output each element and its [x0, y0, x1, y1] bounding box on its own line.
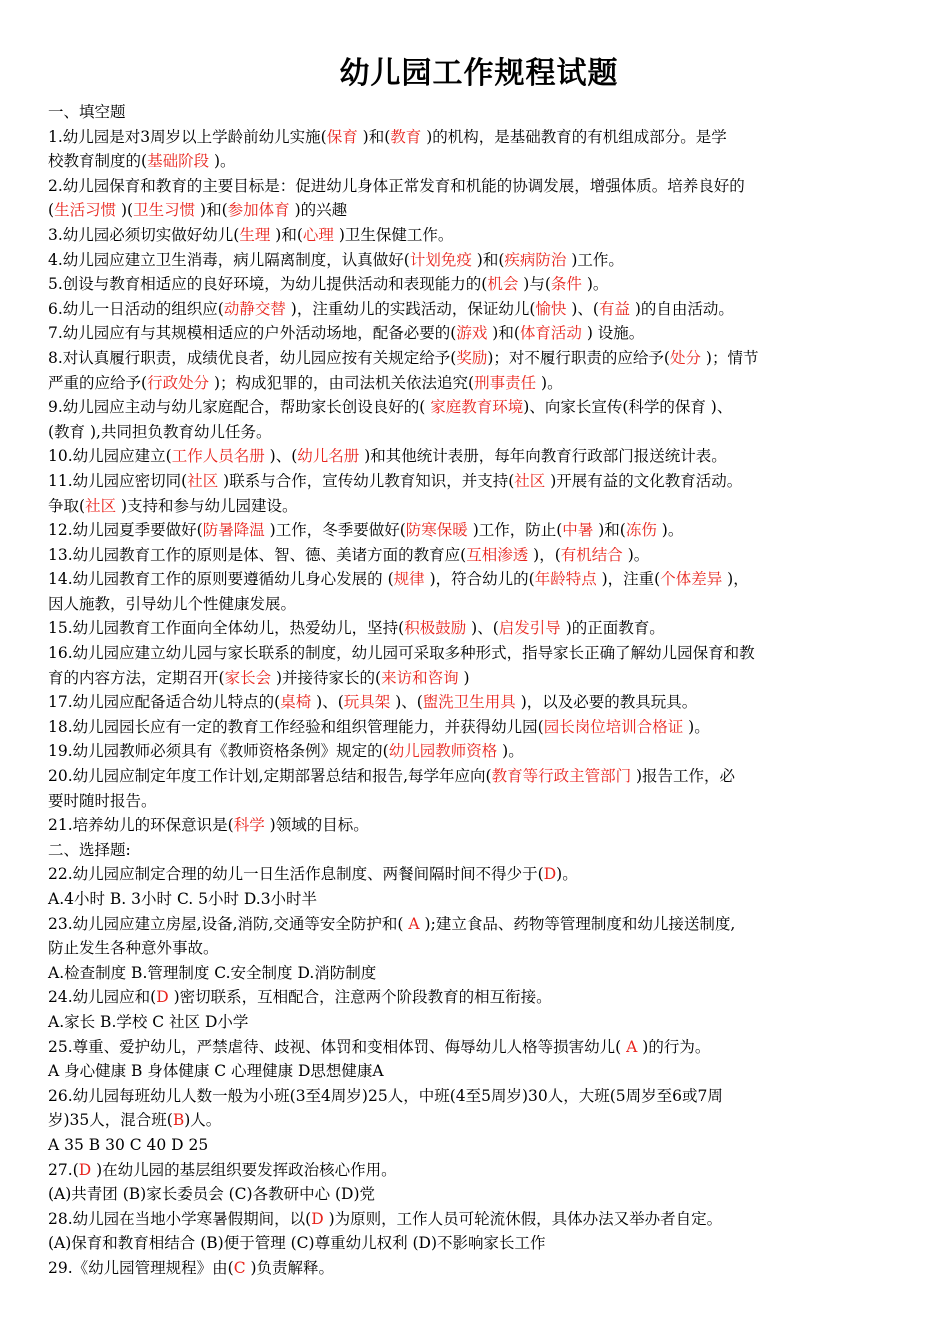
question-text: 2.幼儿园保育和教育的主要目标是：促进幼儿身体正常发育和机能的协调发展，增强体质。培养良好的: [48, 176, 745, 195]
answer-text: 参加体育: [227, 201, 290, 220]
answer-text: 社区: [514, 471, 546, 490]
question-text: )、(: [390, 693, 423, 712]
question-text: 4.幼儿园应建立卫生消毒，病儿隔离制度，认真做好(: [48, 250, 410, 269]
text-line: [48, 838, 910, 863]
text-line: [48, 518, 910, 543]
question-text: )。: [581, 275, 609, 294]
question-text: )和(: [270, 225, 303, 244]
question-text: )和(: [471, 250, 505, 269]
question-text: )工作，冬季要做好(: [264, 521, 406, 540]
answer-text: D: [78, 1160, 92, 1179]
text-line: [48, 1231, 910, 1256]
answer-text: D: [543, 865, 557, 884]
question-text: )。: [556, 865, 578, 884]
answer-text: 疾病防治: [504, 250, 567, 269]
question-text: )与(: [518, 275, 551, 294]
question-text: 24.幼儿园应和(: [48, 988, 157, 1007]
question-text: )(: [116, 201, 134, 220]
text-line: [48, 272, 910, 297]
answer-text: 互相渗透: [466, 545, 529, 564]
question-text: 1.幼儿园是对3周岁以上学龄前幼儿实施(: [48, 127, 327, 146]
question-text: 要时随时报告。: [48, 791, 157, 810]
question-text: 20.幼儿园应制定年度工作计划,定期部署总结和报告,每学年应向(: [48, 767, 492, 786]
question-text: )报告工作，必: [631, 767, 736, 786]
question-text: )为原则，工作人员可轮流休假，具体办法又举办者自定。: [323, 1209, 723, 1228]
answer-text: 科学: [233, 816, 265, 835]
question-text: )密切联系，互相配合，注意两个阶段教育的相互衔接。: [168, 988, 552, 1007]
question-text: )和(: [593, 521, 626, 540]
text-line: [48, 469, 910, 494]
answer-text: 园长岗位培训合格证: [543, 717, 684, 736]
question-text: )，: [722, 570, 749, 589]
answer-text: 基础阶段: [147, 152, 210, 171]
question-text: A.4小时 B. 3小时 C. 5小时 D.3小时半: [48, 890, 318, 908]
question-text: A.家长 B.学校 C 社区 D小学: [48, 1012, 249, 1031]
text-line: [48, 1108, 910, 1133]
question-text: 28.幼儿园在当地小学寒暑假期间，以(: [48, 1209, 312, 1228]
answer-text: 幼儿名册: [297, 447, 360, 466]
question-text: )、向家长宣传(科学的保育 )、: [523, 398, 733, 417]
question-text: )，(: [528, 545, 561, 564]
text-line: [48, 346, 910, 371]
answer-text: B: [172, 1111, 185, 1130]
text-line: [48, 223, 910, 248]
question-text: 因人施教，引导幼儿个性健康发展。: [48, 594, 297, 613]
answer-text: 规律: [393, 570, 425, 589]
answer-text: 桌椅: [280, 693, 312, 712]
answer-text: A: [408, 914, 420, 933]
text-line: [48, 666, 910, 691]
text-line: [48, 912, 910, 937]
question-text: 6.幼儿一日活动的组织应(: [48, 299, 224, 318]
text-line: [48, 420, 910, 445]
question-text: )的兴趣: [289, 201, 348, 220]
answer-text: 保育: [326, 127, 358, 146]
question-text: )的行为。: [637, 1037, 711, 1056]
answer-text: 防寒保暖: [405, 521, 468, 540]
question-text: 二、选择题:: [48, 840, 131, 859]
text-line: [48, 961, 910, 986]
text-line: [48, 592, 910, 617]
text-line: [48, 616, 910, 641]
question-text: )，以及必要的教具玩具。: [515, 693, 698, 712]
text-line: [48, 1010, 910, 1035]
answer-text: 教育等行政主管部门: [491, 767, 632, 786]
question-text: )，注重(: [596, 570, 661, 589]
question-text: 22.幼儿园应制定合理的幼儿一日生活作息制度、两餐间隔时间不得少于(: [48, 865, 544, 884]
question-text: )，符合幼儿的(: [424, 570, 535, 589]
answer-text: 社区: [187, 471, 219, 490]
question-text: (A)共青团 (B)家长委员会 (C)各教研中心 (D)党: [48, 1185, 376, 1204]
answer-text: 生活习惯: [54, 201, 117, 220]
answer-text: 处分: [669, 348, 701, 367]
question-text: )和(: [487, 324, 520, 343]
answer-text: 游戏: [456, 324, 488, 343]
text-line: [48, 1035, 910, 1060]
answer-text: 行政处分: [147, 373, 210, 392]
text-line: [48, 248, 910, 273]
question-text: )，注重幼儿的实践活动，保证幼儿(: [285, 299, 536, 318]
question-text: )。: [497, 742, 524, 761]
question-text: 13.幼儿园教育工作的原则是体、智、德、美诸方面的教育应(: [48, 545, 467, 564]
question-text: 25.尊重、爱护幼儿，严禁虐待、歧视、体罚和变相体罚、侮辱幼儿人格等损害幼儿(: [48, 1037, 627, 1056]
answer-text: 计划免疫: [409, 250, 472, 269]
answer-text: C: [233, 1258, 246, 1277]
text-line: [48, 567, 910, 592]
question-text: 26.幼儿园每班幼儿人数一般为小班(3至4周岁)25人，中班(4至5周岁)30人，大班(5周岁至6或7周: [48, 1086, 723, 1105]
question-text: 19.幼儿园教师必须具有《教师资格条例》规定的(: [48, 742, 389, 761]
question-text: 16.幼儿园应建立幼儿园与家长联系的制度，幼儿园可采取多种形式，指导家长正确了解幼儿园保育和教: [48, 644, 755, 663]
question-text: 一、填空题: [48, 103, 126, 121]
text-line: [48, 321, 910, 346]
question-text: A 身心健康 B 身体健康 C 心理健康 D思想健康A: [48, 1062, 384, 1081]
question-text: )和(: [357, 127, 391, 146]
text-line: [48, 149, 910, 174]
question-text: 8.对认真履行职责，成绩优良者，幼儿园应按有关规定给予(: [48, 348, 457, 367]
answer-text: 教育: [390, 127, 422, 146]
answer-text: 奖励: [456, 348, 488, 367]
text-line: [48, 444, 910, 469]
question-text: 14.幼儿园教育工作的原则要遵循幼儿身心发展的 (: [48, 570, 394, 589]
answer-text: D: [156, 988, 169, 1007]
answer-text: 愉快: [535, 299, 567, 318]
text-line: [48, 494, 910, 519]
question-text: 3.幼儿园必须切实做好幼儿(: [48, 225, 240, 244]
question-text: )。: [656, 521, 684, 540]
text-line: [48, 715, 910, 740]
text-line: [48, 739, 910, 764]
question-text: )卫生保健工作。: [333, 225, 454, 244]
question-text: A.检查制度 B.管理制度 C.安全制度 D.消防制度: [48, 963, 377, 982]
question-text: )、(: [311, 693, 344, 712]
question-text: )。: [209, 152, 236, 171]
question-text: )、(: [264, 447, 298, 466]
answer-text: 有益: [598, 299, 630, 318]
question-text: )人。: [184, 1111, 222, 1130]
question-text: 岁)35人，混合班(: [48, 1111, 173, 1130]
question-text: 9.幼儿园应主动与幼儿家庭配合，帮助家长创设良好的(: [48, 398, 431, 417]
text-line: [48, 641, 910, 666]
question-text: )并接待家长的(: [271, 668, 382, 687]
question-text: ) 设施。: [581, 324, 645, 343]
question-text: )开展有益的文化教育活动。: [545, 471, 743, 490]
text-line: [48, 100, 910, 125]
question-text: )领域的目标。: [264, 816, 369, 835]
answer-text: 有机结合: [560, 545, 623, 564]
question-text: (教育 ),共同担负教育幼儿任务。: [48, 422, 272, 441]
answer-text: 中暑: [562, 521, 594, 540]
answer-text: 社区: [85, 496, 117, 515]
answer-text: A: [626, 1037, 638, 1056]
answer-text: 盥洗卫生用具: [422, 693, 516, 712]
answer-text: 冻伤: [625, 521, 657, 540]
question-text: )的自由活动。: [629, 299, 734, 318]
answer-text: 工作人员名册: [171, 447, 265, 466]
question-text: 15.幼儿园教育工作面向全体幼儿，热爱幼儿，坚持(: [48, 619, 405, 638]
text-line: [48, 985, 910, 1010]
answer-text: 年龄特点: [534, 570, 597, 589]
text-line: [48, 1182, 910, 1207]
answer-text: 条件: [550, 275, 582, 294]
text-line: [48, 543, 910, 568]
question-text: 校教育制度的(: [48, 152, 148, 171]
answer-text: 动静交替: [223, 299, 286, 318]
question-text: )。: [622, 545, 650, 564]
question-text: )；构成犯罪的，由司法机关依法追究(: [209, 373, 475, 392]
text-line: [48, 1207, 910, 1232]
text-line: [48, 125, 910, 150]
question-text: )；对不履行职责的应给予(: [487, 348, 670, 367]
text-line: [48, 1256, 910, 1281]
question-text: )和其他统计表册，每年向教育行政部门报送统计表。: [359, 447, 727, 466]
question-text: (A)保育和教育相结合 (B)便于管理 (C)尊重幼儿权利 (D)不影响家长工作: [48, 1234, 546, 1253]
question-text: A 35 B 30 C 40 D 25: [48, 1135, 209, 1154]
question-text: 5.创设与教育相适应的良好环境，为幼儿提供活动和表现能力的(: [48, 275, 488, 294]
answer-text: 个体差异: [660, 570, 723, 589]
text-line: [48, 1059, 910, 1084]
question-text: 育的内容方法，定期召开(: [48, 668, 225, 687]
answer-text: 心理: [302, 225, 334, 244]
question-text: 29.《幼儿园管理规程》由(: [48, 1258, 234, 1277]
question-text: )、(: [466, 619, 499, 638]
question-text: 7.幼儿园应有与其规模相适应的户外活动场地，配备必要的(: [48, 324, 457, 343]
question-text: 12.幼儿园夏季要做好(: [48, 521, 203, 540]
text-line: [48, 1084, 910, 1109]
text-line: [48, 690, 910, 715]
answer-text: 积极鼓励: [404, 619, 467, 638]
text-line: [48, 813, 910, 838]
question-text: 防止发生各种意外事故。: [48, 939, 219, 958]
text-line: [48, 862, 910, 887]
text-line: [48, 1133, 910, 1158]
question-text: 23.幼儿园应建立房屋,设备,消防,交通等安全防护和(: [48, 914, 409, 933]
question-text: )；情节: [700, 348, 759, 367]
answer-text: D: [311, 1209, 324, 1228]
answer-text: 卫生习惯: [133, 201, 196, 220]
question-text: )的机构，是基础教育的有机组成部分。是学: [421, 127, 727, 146]
text-line: [48, 297, 910, 322]
question-text: 争取(: [48, 496, 86, 515]
question-text: )在幼儿园的基层组织要发挥政治核心作用。: [91, 1160, 397, 1179]
answer-text: 机会: [487, 275, 519, 294]
answer-text: 家庭教育环境: [430, 398, 524, 417]
answer-text: 刑事责任: [474, 373, 537, 392]
question-text: 10.幼儿园应建立(: [48, 447, 172, 466]
question-text: )负责解释。: [245, 1258, 335, 1277]
text-line: [48, 764, 910, 789]
question-text: )。: [683, 717, 710, 736]
question-text: 18.幼儿园园长应有一定的教育工作经验和组织管理能力，并获得幼儿园(: [48, 717, 544, 736]
text-line: [48, 789, 910, 814]
question-text: 27.(: [48, 1160, 79, 1179]
question-text: 21.培养幼儿的环保意识是(: [48, 816, 234, 835]
question-text: )联系与合作，宣传幼儿教育知识，并支持(: [218, 471, 515, 490]
answer-text: 家长会: [224, 668, 272, 687]
question-text: );建立食品、药物等管理制度和幼儿接送制度,: [419, 914, 736, 933]
answer-text: 来访和咨询: [381, 668, 459, 687]
question-text: )和(: [195, 201, 228, 220]
text-line: [48, 174, 910, 199]
question-text: )工作，防止(: [467, 521, 563, 540]
question-text: )、(: [566, 299, 599, 318]
answer-text: 防暑降温: [202, 521, 265, 540]
text-line: [48, 371, 910, 396]
text-line: [48, 936, 910, 961]
question-text: )的正面教育。: [560, 619, 665, 638]
document-body: [48, 100, 910, 1281]
answer-text: 生理: [239, 225, 271, 244]
question-text: )工作。: [566, 250, 624, 269]
answer-text: 玩具架: [343, 693, 391, 712]
question-text: ): [458, 668, 470, 687]
text-line: [48, 198, 910, 223]
question-text: (: [48, 201, 55, 220]
text-line: [48, 395, 910, 420]
question-text: 11.幼儿园应密切同(: [48, 471, 188, 490]
question-text: 严重的应给予(: [48, 373, 148, 392]
text-line: [48, 887, 910, 912]
text-line: [48, 1158, 910, 1183]
document-title: 幼儿园工作规程试题: [339, 56, 619, 91]
answer-text: 启发引导: [498, 619, 561, 638]
question-text: )。: [536, 373, 563, 392]
question-text: )支持和参与幼儿园建设。: [116, 496, 298, 515]
question-text: 17.幼儿园应配备适合幼儿特点的(: [48, 693, 281, 712]
answer-text: 幼儿园教师资格: [388, 742, 498, 761]
answer-text: 体育活动: [519, 324, 582, 343]
